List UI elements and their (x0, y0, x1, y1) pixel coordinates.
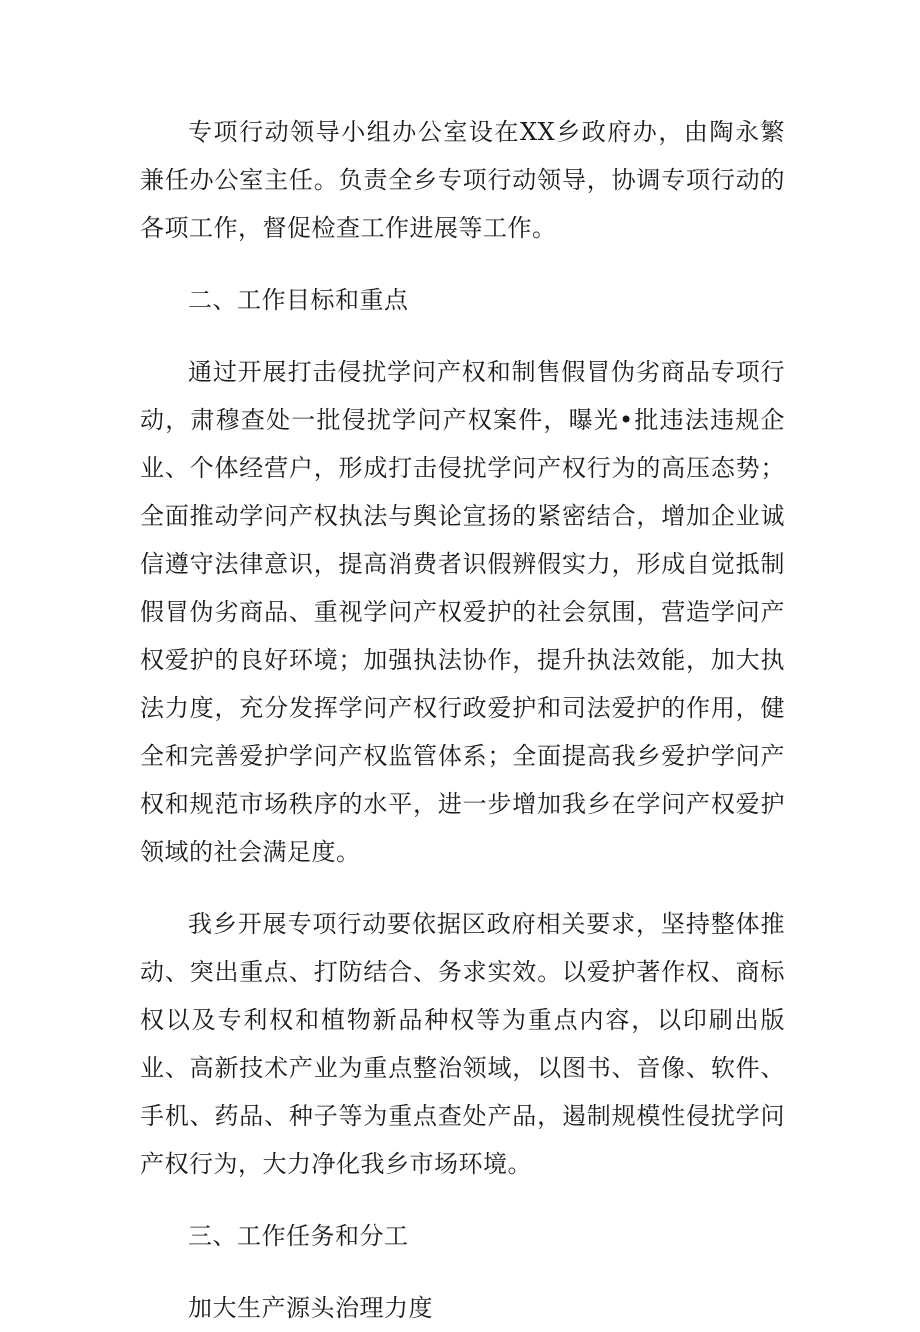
subheading-source-control: 加大生产源头治理力度 (188, 1294, 433, 1322)
document-body (140, 108, 785, 1332)
paragraph-goals: 通过开展打击侵扰学问产权和制售假冒伪劣商品专项行动，肃穆查处一批侵扰学问产权案件，曝光•批违法违规企业、个体经营户，形成打击侵扰学问产权行为的高压态势；全面推动学问产权执法与舆论宣扬的紧密结合，增加企业诚信遵守法律意识，提高消费者识假辨假实力，形成自觉抵制假冒伪劣商品、重视学问产权爱护的社会氛围，营造学问产权爱护的良好环境；加强执法协作，提升执法效能，加大执法力度，充分发挥学问产权行政爱护和司法爱护的作用，健全和完善爱护学问产权监管体系；全面提高我乡爱护学问产权和规范市场秩序的水平，进一步增加我乡在学问产权爱护领域的社会满足度。 (140, 358, 785, 866)
section-heading-tasks: 三、工作任务和分工 (188, 1222, 409, 1250)
paragraph-requirements: 我乡开展专项行动要依据区政府相关要求，坚持整体推动、突出重点、打防结合、务求实效。以爱护著作权、商标权以及专利权和植物新品种权等为重点内容，以印刷出版业、高新技术产业为重点整治领域，以图书、音像、软件、手机、药品、种子等为重点查处产品，遏制规模性侵扰学问产权行为，大力净化我乡市场环境。 (140, 910, 785, 1178)
section-heading-goals: 二、工作目标和重点 (188, 286, 409, 314)
paragraph-office-setup: 专项行动领导小组办公室设在XX乡政府办，由陶永繁兼任办公室主任。负责全乡专项行动领导，协调专项行动的各项工作，督促检查工作进展等工作。 (140, 118, 785, 242)
